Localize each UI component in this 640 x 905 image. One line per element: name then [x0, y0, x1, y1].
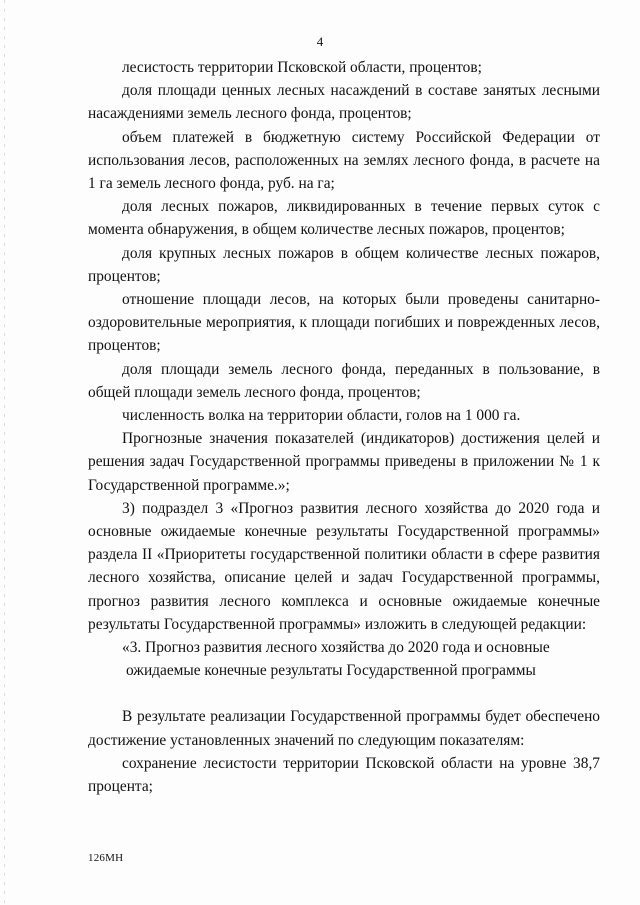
blank-line [88, 682, 600, 705]
section-heading-line-2: ожидаемые конечные результаты Государственной программы [126, 662, 536, 680]
paragraph-subsection-3: 3) подраздел 3 «Прогноз развития лесного хозяйства до 2020 года и основные ожидаемые конечные результаты Государственной программы» раздела II «Приоритеты государственной политики области в сфере развития лесного хозяйства, описание целей и задач Государственной программы, прогноз развития лесного комплекса и основные ожидаемые конечные результаты Государственной программы» изложить в следующей редакции: [88, 499, 600, 633]
paragraph-wolf-population: численность волка на территории области, голов на 1 000 га. [122, 407, 521, 425]
paragraph-fires-first-day: доля лесных пожаров, ликвидированных в течение первых суток с момента обнаружения, в общем количестве лесных пожаров, процентов; [88, 198, 600, 239]
paragraph-results: В результате реализации Государственной программы будет обеспечено достижение установленных значений по следующим показателям: [88, 708, 600, 749]
page-number: 4 [316, 34, 324, 49]
paragraph-forecast-values: Прогнозные значения показателей (индикаторов) достижения целей и решения задач Государственной программы приведены в приложении № 1 к Государственной программе.»; [88, 430, 600, 494]
paragraph-preserve-forest-cover: сохранение лесистости территории Псковской области на уровне 38,7 процента; [88, 754, 600, 796]
section-heading-line-1: «3. Прогноз развития лесного хозяйства до 2020 года и основные [122, 639, 550, 657]
section-heading [88, 636, 600, 682]
paragraph-valuable-plantings: доля площади ценных лесных насаждений в составе занятых лесными насаждениями земель лесного фонда, процентов; [88, 82, 600, 123]
paragraph-land-in-use: доля площади земель лесного фонда, переданных в пользование, в общей площади земель лесного фонда, процентов; [88, 360, 600, 401]
paragraph-forest-cover: лесистость территории Псковской области, процентов; [122, 59, 482, 76]
paragraph-budget-payments: объем платежей в бюджетную систему Российской Федерации от использования лесов, расположенных на землях лесного фонда, в расчете на 1 га земель лесного фонда, руб. на га; [88, 128, 600, 193]
paragraph-large-fires: доля крупных лесных пожаров в общем количестве лесных пожаров, процентов; [88, 244, 600, 285]
footer-document-code: 126МН [88, 852, 124, 864]
scan-edge [4, 0, 5, 905]
document-body [88, 56, 600, 798]
paragraph-sanitary-measures: отношение площади лесов, на которых были проведены санитарно-оздоровительные мероприятия, к площади погибших и поврежденных лесов, процентов; [88, 291, 600, 355]
